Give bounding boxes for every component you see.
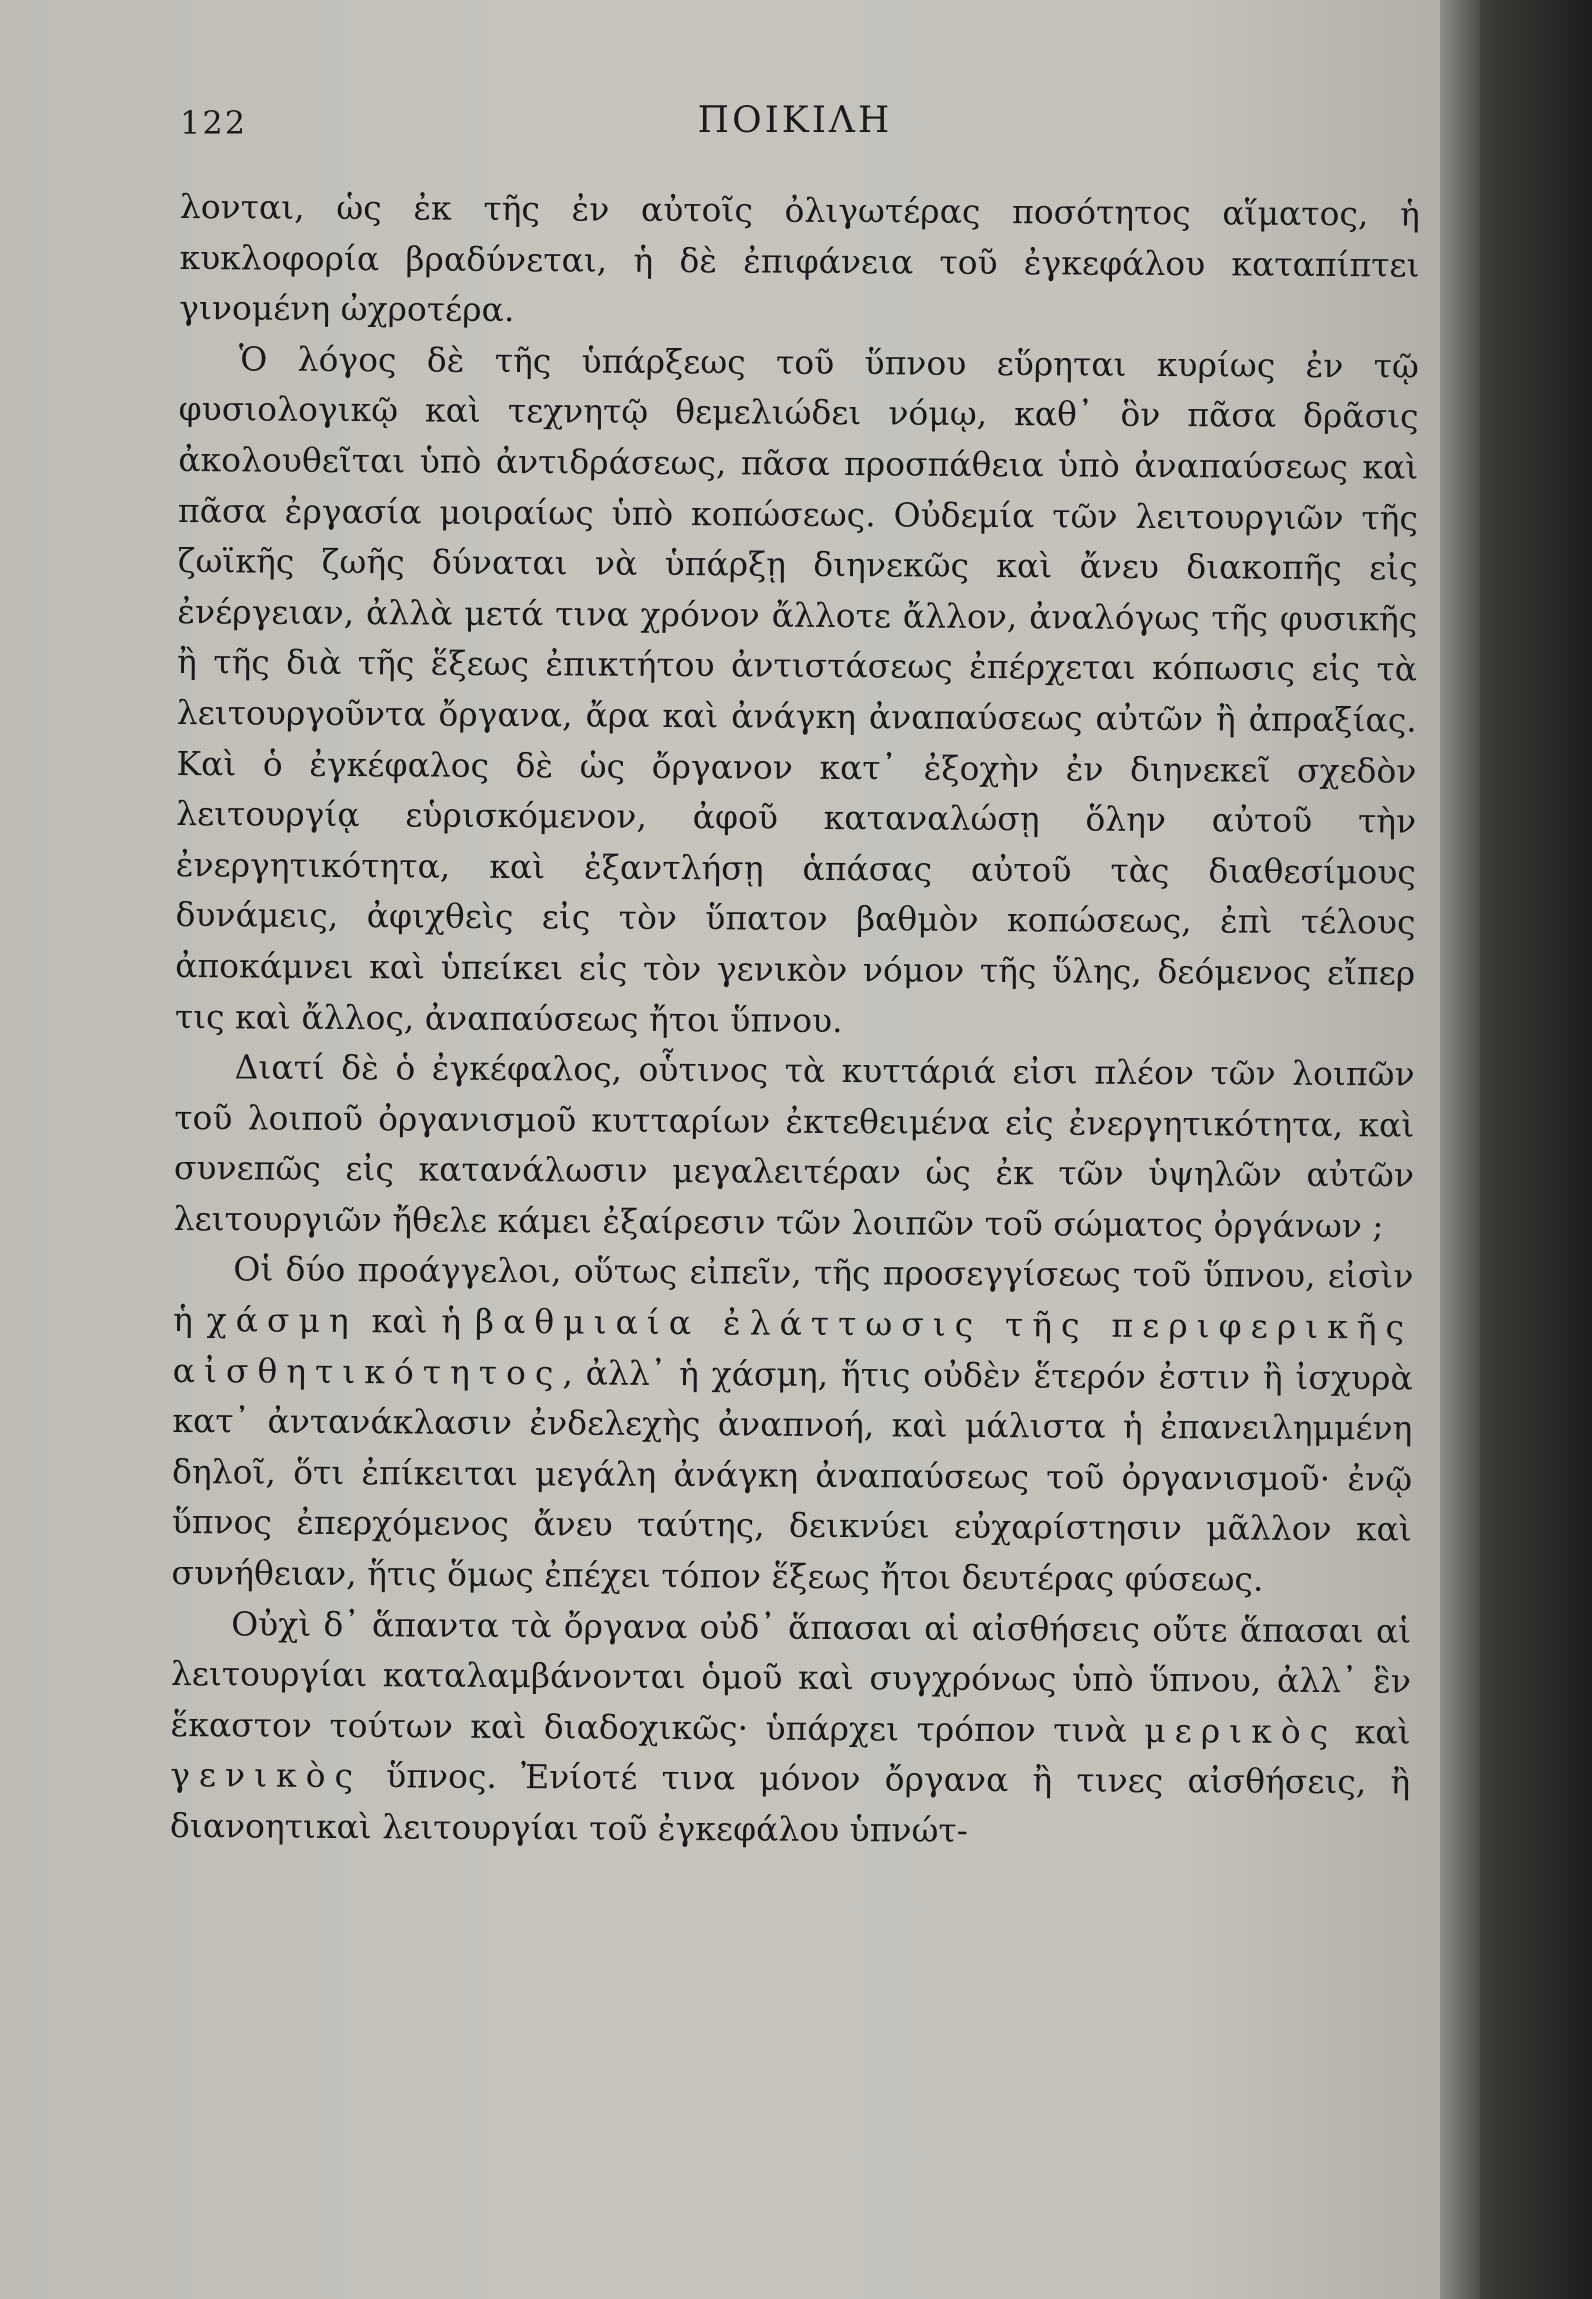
- spaced-term: γενικὸς: [170, 1755, 363, 1796]
- spaced-term: μερικὸς: [1144, 1710, 1338, 1751]
- page-number: 122: [180, 104, 248, 142]
- text-segment: καὶ ἡ: [357, 1301, 476, 1341]
- text-segment: , ἀλλ᾽ ἡ χάσμη, ἥτις οὐδὲν ἕτερόν ἐστιν ἢ ἰσχυρὰ κατ᾽ ἀντανάκλασιν ἐνδελεχὴς ἀναπνοή, καὶ μάλιστα ἡ ἐπανειλημμένη δηλοῖ, ὅτι ἐπίκειται μεγάλη ἀνάγκη ἀναπαύσεως τοῦ ὀργανισμοῦ· ἐνῷ ὕπνος ἐπερχόμενος ἄνευ ταύτης, δεικνύει εὐχαρίστησιν μᾶλλον καὶ συνήθειαν, ἥτις ὅμως ἐπέχει τόπον ἕξεως ἤτοι δευτέρας φύσεως.: [171, 1353, 1413, 1599]
- text-segment: Διατί δὲ ὁ ἐγκέφαλος, οὗτινος τὰ κυττάριά εἰσι πλέον τῶν λοιπῶν τοῦ λοιποῦ ὀργανισμοῦ κυτταρίων ἐκτεθειμένα εἰς ἐνεργητικότητα, καὶ συνεπῶς εἰς κατανάλωσιν μεγαλειτέραν ὡς ἐκ τῶν ὑψηλῶν αὐτῶν λειτουργιῶν ἤθελε κάμει ἐξαίρεσιν τῶν λοιπῶν τοῦ σώματος ὀργάνων ;: [173, 1047, 1415, 1246]
- running-title: ΠΟΙΚΙΛΗ: [697, 100, 893, 141]
- text-segment: καὶ: [1337, 1711, 1411, 1752]
- text-segment: λονται, ὡς ἐκ τῆς ἐν αὐτοῖς ὀλιγωτέρας ποσότητος αἵματος, ἡ κυκλοφορία βραδύνεται, ἡ δὲ ἐπιφάνεια τοῦ ἐγκεφάλου καταπίπτει γινομένη ὠχροτέρα.: [179, 186, 1420, 330]
- page-header: [180, 100, 1410, 160]
- paragraph-4: [171, 1244, 1413, 1606]
- text-segment: ὕπνος. Ἐνίοτέ τινα μόνον ὄργανα ἢ τινες αἰσθήσεις, ἢ διανοητικαὶ λειτουργίαι τοῦ ἐγκεφάλου ὑπνώτ-: [169, 1756, 1411, 1850]
- text-segment: Οὐχὶ δ᾽ ἅπαντα τὰ ὄργανα οὐδ᾽ ἅπασαι αἱ αἰσθήσεις οὔτε ἅπασαι αἱ λειτουργίαι καταλαμβάνονται ὁμοῦ καὶ συγχρόνως ὑπὸ ὕπνου, ἀλλ᾽ ἓν ἕκαστον τούτων καὶ διαδοχικῶς· ὑπάρχει τρόπον τινὰ: [170, 1603, 1412, 1750]
- paragraph-1: [179, 182, 1420, 341]
- book-binding-shadow: [1440, 0, 1592, 2299]
- text-segment: Οἱ δύο προάγγελοι, οὕτως εἰπεῖν, τῆς προσεγγίσεως τοῦ ὕπνου, εἰσὶν ἡ: [172, 1249, 1414, 1340]
- paragraph-3: [174, 1042, 1415, 1252]
- text-segment: Ὁ λόγος δὲ τῆς ὑπάρξεως τοῦ ὕπνου εὕρηται κυρίως ἐν τῷ φυσιολογικῷ καὶ τεχνητῷ θεμελιώδει νόμῳ, καθ᾽ ὃν πᾶσα δρᾶσις ἀκολουθεῖται ὑπὸ ἀντιδράσεως, πᾶσα προσπάθεια ὑπὸ ἀναπαύσεως καὶ πᾶσα ἐργασία μοιραίως ὑπὸ κοπώσεως. Οὐδεμία τῶν λειτουργιῶν τῆς ζωϊκῆς ζωῆς δύναται νὰ ὑπάρξῃ διηνεκῶς καὶ ἄνευ διακοπῆς εἰς ἐνέργειαν, ἀλλὰ μετά τινα χρόνον ἄλλοτε ἄλλον, ἀναλόγως τῆς φυσικῆς ἢ τῆς διὰ τῆς ἕξεως ἐπικτήτου ἀντιστάσεως ἐπέρχεται κόπωσις εἰς τὰ λειτουργοῦντα ὄργανα, ἄρα καὶ ἀνάγκη ἀναπαύσεως αὐτῶν ἢ ἀπραξίας. Καὶ ὁ ἐγκέφαλος δὲ ὡς ὄργανον κατ᾽ ἐξοχὴν ἐν διηνεκεῖ σχεδὸν λειτουργίᾳ εὑρισκόμενον, ἀφοῦ καταναλώσῃ ὅλην αὐτοῦ τὴν ἐνεργητικότητα, καὶ ἐξαντλήσῃ ἁπάσας αὐτοῦ τὰς διαθεσίμους δυνάμεις, ἀφιχθεὶς εἰς τὸν ὕπατον βαθμὸν κοπώσεως, ἐπὶ τέλους ἀποκάμνει καὶ ὑπείκει εἰς τὸν γενικὸν νόμον τῆς ὕλης, δεόμενος εἴπερ τις καὶ ἄλλος, ἀναπαύσεως ἤτοι ὕπνου.: [174, 339, 1420, 1040]
- paragraph-5: [170, 1599, 1412, 1860]
- paragraph-2: [175, 334, 1419, 1050]
- page-body: [170, 182, 1420, 1859]
- spaced-term: χάσμη: [206, 1300, 358, 1341]
- spaced-term: βαθμιαία ἐλάττωσις τῆς περιφερικῆς αἰσθητικότητος: [172, 1301, 1414, 1393]
